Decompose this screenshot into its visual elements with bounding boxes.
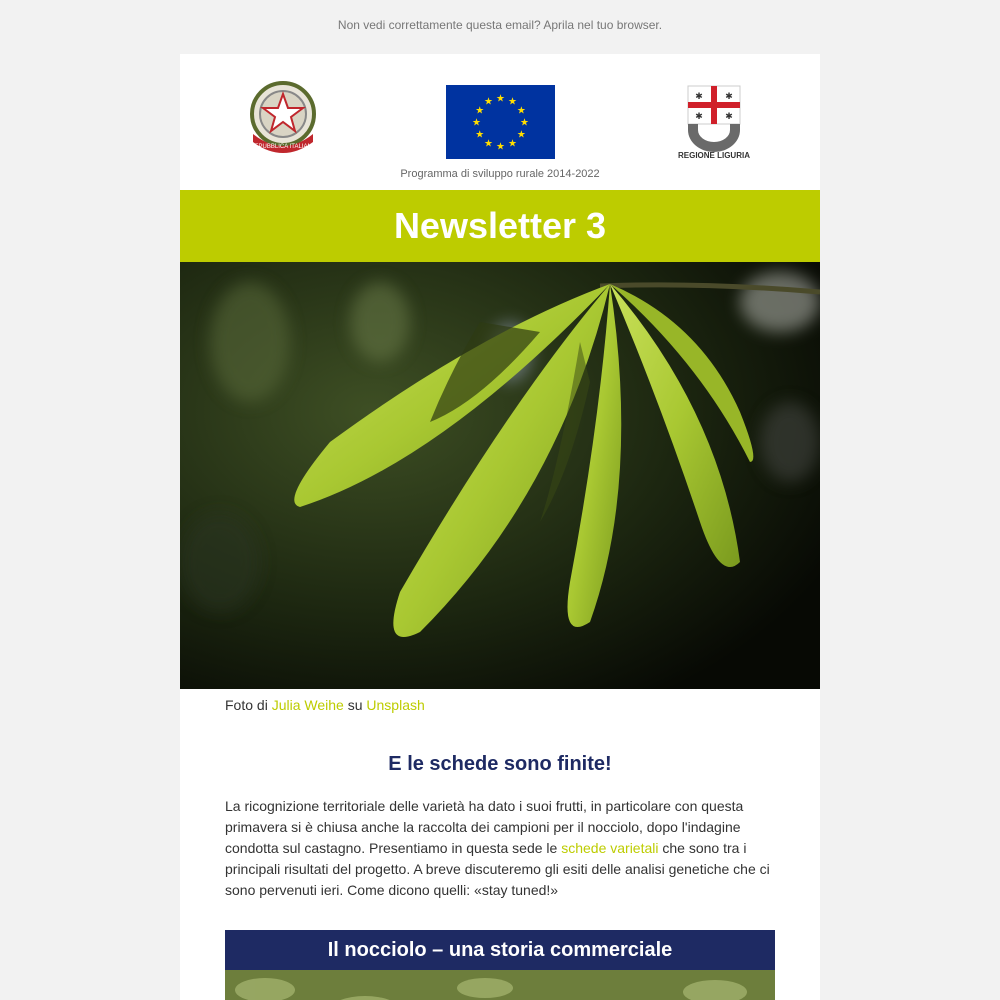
svg-text:✱: ✱ (725, 111, 733, 121)
svg-text:★: ★ (475, 105, 485, 117)
nocciolo-card[interactable] (225, 930, 775, 1000)
svg-text:✱: ✱ (725, 91, 733, 101)
card-title: Il nocciolo – una storia commerciale (225, 930, 775, 970)
svg-text:★: ★ (508, 138, 517, 150)
svg-text:★: ★ (496, 93, 505, 105)
programma-label: Programma di sviluppo rurale 2014-2022 (400, 168, 600, 180)
svg-text:★: ★ (520, 117, 529, 129)
author-link[interactable]: Julia Weihe (271, 697, 344, 713)
article-text (225, 796, 775, 901)
svg-text:★: ★ (475, 129, 485, 141)
hero-image (180, 262, 820, 689)
logo-regione-liguria-icon (674, 84, 754, 162)
unsplash-link[interactable]: Unsplash (366, 697, 425, 713)
svg-text:✱: ✱ (695, 111, 703, 121)
emblema-text: REPUBBLICA ITALIANA (250, 144, 316, 150)
svg-text:✱: ✱ (695, 91, 703, 101)
svg-text:★: ★ (472, 117, 481, 129)
svg-text:★: ★ (484, 138, 493, 150)
liguria-text: REGIONE LIGURIA (677, 151, 751, 160)
newsletter-banner (180, 190, 820, 262)
emblema-repubblica-italiana-icon (247, 78, 319, 158)
schede-varietali-link[interactable]: schede varietali (561, 840, 659, 856)
preheader (0, 18, 1000, 32)
svg-text:★: ★ (508, 96, 517, 108)
svg-text:★: ★ (516, 105, 526, 117)
article-title: E le schede sono finite! (388, 753, 612, 775)
email-container (180, 54, 820, 1000)
photo-caption (180, 689, 820, 713)
caption-prefix: Foto di (225, 697, 268, 713)
svg-text:★: ★ (496, 141, 505, 153)
article-text-before: La ricognizione territoriale delle varietà ha dato i suoi frutti, in particolare con questa primavera si è chiusa anche la raccolta dei campioni per il nocciolo, dopo l'indagine condotta sul castagno. Presentiamo in questa sede le (225, 798, 744, 856)
caption-middle: su (347, 697, 363, 713)
open-in-browser-link[interactable]: Non vedi correttamente questa email? Aprila nel tuo browser. (337, 18, 663, 32)
logos-header (180, 54, 820, 190)
chestnut-leaf-photo-icon (180, 262, 820, 689)
hazelnut-photo-icon (225, 970, 775, 1000)
svg-text:★: ★ (484, 96, 493, 108)
svg-text:★: ★ (516, 129, 526, 141)
article-text-after: che sono tra i principali risultati del progetto. A breve discuteremo gli esiti delle analisi genetiche che ci sono pervenuti ieri. Come dicono quelli: «stay tuned!» (225, 840, 770, 898)
bandiera-unione-europea-icon (446, 85, 555, 159)
newsletter-title: Newsletter 3 (393, 205, 607, 246)
